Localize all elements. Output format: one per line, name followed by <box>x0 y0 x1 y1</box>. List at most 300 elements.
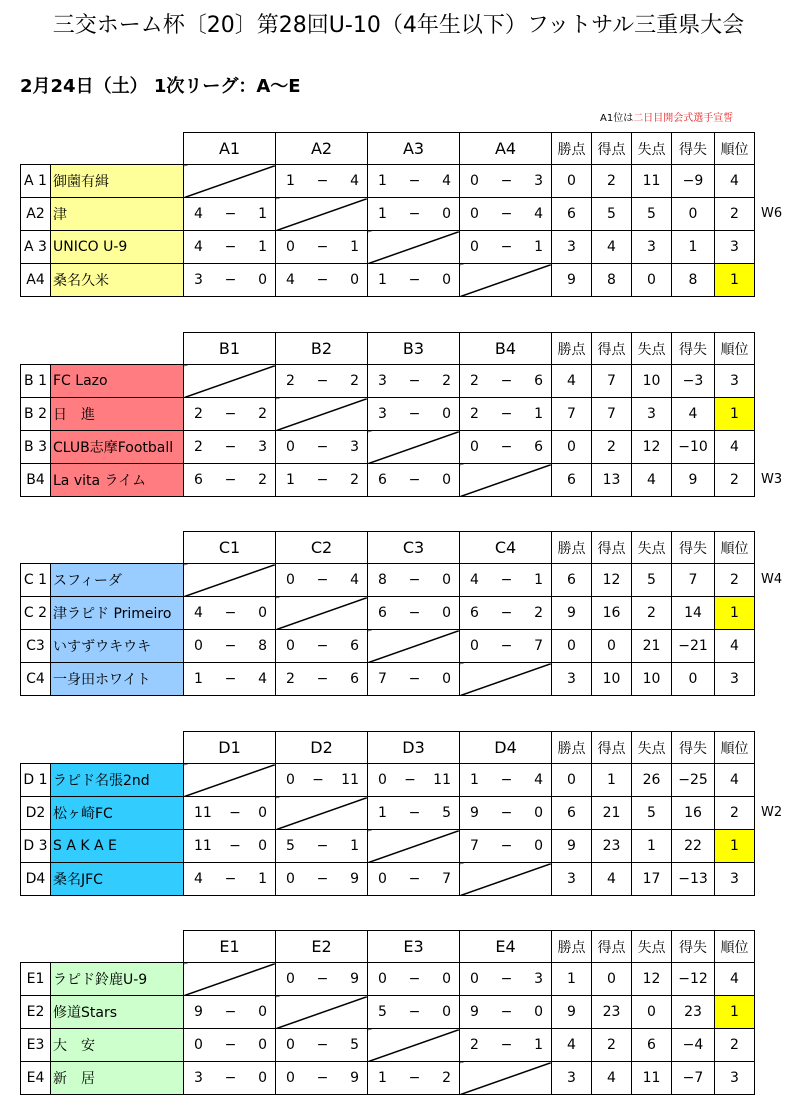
score-for: 0 <box>286 1070 295 1086</box>
match-score <box>184 630 276 663</box>
stat-header: 得点 <box>592 732 632 764</box>
team-name: 御薗有緝 <box>51 165 184 198</box>
team-row <box>21 198 755 231</box>
score-against: 1 <box>534 1037 543 1053</box>
score-dash: − <box>224 1004 237 1020</box>
score-against: 1 <box>350 838 359 854</box>
goals-for: 23 <box>592 830 632 863</box>
goal-difference: −21 <box>672 630 715 663</box>
score-dash: − <box>229 838 241 854</box>
goals-against: 17 <box>632 863 672 896</box>
score-against: 9 <box>350 871 359 887</box>
stat-header: 得失 <box>672 931 715 963</box>
team-name: スフィーダ <box>51 564 184 597</box>
score-for: 2 <box>470 1037 479 1053</box>
score-dash: − <box>316 373 329 389</box>
score-dash: − <box>316 439 329 455</box>
score-for: 4 <box>194 239 203 255</box>
team-name: S A K A E <box>51 830 184 863</box>
score-dash: − <box>500 1037 513 1053</box>
score-against: 0 <box>534 805 543 821</box>
stat-header: 勝点 <box>552 333 592 365</box>
match-score <box>368 996 460 1029</box>
match-score <box>460 165 552 198</box>
goal-difference: −13 <box>672 863 715 896</box>
goals-against: 3 <box>632 398 672 431</box>
match-score <box>184 264 276 297</box>
self-match-cell <box>276 597 368 630</box>
goal-difference: −12 <box>672 963 715 996</box>
score-against: 2 <box>258 406 267 422</box>
score-dash: − <box>224 605 237 621</box>
points: 1 <box>552 963 592 996</box>
match-score <box>460 830 552 863</box>
goal-difference: 22 <box>672 830 715 863</box>
self-match-cell <box>368 630 460 663</box>
score-dash: − <box>316 871 329 887</box>
goals-against: 10 <box>632 663 672 696</box>
team-id: C4 <box>21 663 51 696</box>
goal-difference: 9 <box>672 464 715 497</box>
stat-header: 順位 <box>715 732 755 764</box>
score-dash: − <box>404 772 416 788</box>
goals-against: 0 <box>632 996 672 1029</box>
team-row <box>21 165 755 198</box>
score-against: 4 <box>350 572 359 588</box>
rank: 3 <box>715 663 755 696</box>
goals-for: 2 <box>592 165 632 198</box>
score-dash: − <box>229 805 241 821</box>
team-id: A 1 <box>21 165 51 198</box>
score-against: 0 <box>442 971 451 987</box>
group-table-b <box>20 332 755 497</box>
rank: 2 <box>715 198 755 231</box>
match-score <box>368 464 460 497</box>
score-against: 2 <box>258 472 267 488</box>
team-name: 大 安 <box>51 1029 184 1062</box>
team-id: D2 <box>21 797 51 830</box>
score-dash: − <box>408 671 421 687</box>
score-for: 2 <box>470 406 479 422</box>
team-name: 日 進 <box>51 398 184 431</box>
points: 6 <box>552 464 592 497</box>
stat-header: 勝点 <box>552 133 592 165</box>
stat-header: 得失 <box>672 532 715 564</box>
team-row <box>21 398 755 431</box>
rank: 1 <box>715 264 755 297</box>
score-for: 7 <box>470 838 479 854</box>
team-row <box>21 630 755 663</box>
team-row <box>21 963 755 996</box>
stat-header: 失点 <box>632 133 672 165</box>
score-against: 11 <box>341 772 359 788</box>
stat-header: 得点 <box>592 532 632 564</box>
team-id: B 3 <box>21 431 51 464</box>
match-score <box>276 431 368 464</box>
goal-difference: 14 <box>672 597 715 630</box>
match-score <box>184 1062 276 1095</box>
points: 3 <box>552 1062 592 1095</box>
column-header: E3 <box>368 931 460 963</box>
score-for: 0 <box>470 173 479 189</box>
score-for: 9 <box>194 1004 203 1020</box>
score-dash: − <box>224 272 237 288</box>
team-row <box>21 597 755 630</box>
score-for: 0 <box>286 239 295 255</box>
column-header: C4 <box>460 532 552 564</box>
match-score <box>460 564 552 597</box>
match-score <box>368 264 460 297</box>
corner-cell <box>21 333 184 365</box>
match-score <box>368 365 460 398</box>
score-dash: − <box>500 971 513 987</box>
column-header: D4 <box>460 732 552 764</box>
points: 9 <box>552 996 592 1029</box>
goals-against: 1 <box>632 830 672 863</box>
score-for: 1 <box>378 173 387 189</box>
score-against: 1 <box>258 239 267 255</box>
team-name: FC Lazo <box>51 365 184 398</box>
team-row <box>21 365 755 398</box>
score-against: 1 <box>258 206 267 222</box>
corner-cell <box>21 732 184 764</box>
column-header: D3 <box>368 732 460 764</box>
score-against: 0 <box>442 572 451 588</box>
score-for: 3 <box>378 373 387 389</box>
score-for: 0 <box>286 772 295 788</box>
column-header: B4 <box>460 333 552 365</box>
team-id: B4 <box>21 464 51 497</box>
score-against: 9 <box>350 971 359 987</box>
goals-against: 12 <box>632 431 672 464</box>
match-score <box>184 231 276 264</box>
score-for: 1 <box>378 805 387 821</box>
goals-for: 16 <box>592 597 632 630</box>
score-against: 2 <box>442 373 451 389</box>
score-for: 1 <box>286 173 295 189</box>
team-name: 松ヶ崎FC <box>51 797 184 830</box>
match-score <box>460 764 552 797</box>
score-dash: − <box>500 373 513 389</box>
self-match-cell <box>460 663 552 696</box>
team-row <box>21 1029 755 1062</box>
score-dash: − <box>224 671 237 687</box>
score-dash: − <box>408 173 421 189</box>
score-for: 1 <box>378 1070 387 1086</box>
points: 0 <box>552 431 592 464</box>
team-id: D4 <box>21 863 51 896</box>
score-dash: − <box>500 572 513 588</box>
goals-against: 5 <box>632 198 672 231</box>
score-dash: − <box>316 272 329 288</box>
match-score <box>184 398 276 431</box>
score-dash: − <box>500 206 513 222</box>
score-dash: − <box>224 1070 237 1086</box>
score-for: 0 <box>194 1037 203 1053</box>
team-name: 津ラピド Primeiro <box>51 597 184 630</box>
match-score <box>460 1029 552 1062</box>
score-against: 4 <box>534 772 543 788</box>
score-dash: − <box>408 1004 421 1020</box>
points: 0 <box>552 764 592 797</box>
column-header: A3 <box>368 133 460 165</box>
score-for: 2 <box>286 671 295 687</box>
column-header: D2 <box>276 732 368 764</box>
score-for: 8 <box>378 572 387 588</box>
score-against: 2 <box>442 1070 451 1086</box>
score-for: 1 <box>378 206 387 222</box>
score-against: 6 <box>534 373 543 389</box>
score-dash: − <box>316 472 329 488</box>
column-header: B2 <box>276 333 368 365</box>
header-row <box>21 931 755 963</box>
goals-against: 0 <box>632 264 672 297</box>
rank: 2 <box>715 1029 755 1062</box>
self-match-cell <box>460 264 552 297</box>
rank: 1 <box>715 830 755 863</box>
score-dash: − <box>316 239 329 255</box>
match-score <box>184 597 276 630</box>
score-against: 6 <box>534 439 543 455</box>
score-for: 5 <box>286 838 295 854</box>
goal-difference: −4 <box>672 1029 715 1062</box>
rank: 2 <box>715 564 755 597</box>
score-against: 0 <box>258 605 267 621</box>
score-for: 1 <box>286 472 295 488</box>
self-match-cell <box>368 1029 460 1062</box>
qualifier-mark: W4 <box>761 572 783 587</box>
goals-for: 4 <box>592 863 632 896</box>
goals-against: 2 <box>632 597 672 630</box>
team-id: A4 <box>21 264 51 297</box>
score-dash: − <box>408 472 421 488</box>
goals-against: 3 <box>632 231 672 264</box>
goals-for: 7 <box>592 398 632 431</box>
goals-for: 1 <box>592 764 632 797</box>
score-for: 0 <box>286 971 295 987</box>
match-score <box>276 464 368 497</box>
score-for: 2 <box>194 406 203 422</box>
score-dash: − <box>408 805 421 821</box>
goals-for: 12 <box>592 564 632 597</box>
score-for: 5 <box>378 1004 387 1020</box>
match-score <box>276 863 368 896</box>
goals-for: 13 <box>592 464 632 497</box>
stat-header: 順位 <box>715 532 755 564</box>
header-row <box>21 133 755 165</box>
team-name: ラピド鈴鹿U-9 <box>51 963 184 996</box>
team-row <box>21 764 755 797</box>
score-for: 0 <box>286 572 295 588</box>
self-match-cell <box>184 165 276 198</box>
score-against: 1 <box>534 406 543 422</box>
match-score <box>276 165 368 198</box>
match-score <box>184 464 276 497</box>
team-row <box>21 231 755 264</box>
match-score <box>276 764 368 797</box>
score-for: 9 <box>470 805 479 821</box>
score-for: 0 <box>286 638 295 654</box>
score-against: 3 <box>258 439 267 455</box>
goals-against: 5 <box>632 564 672 597</box>
score-dash: − <box>408 971 421 987</box>
score-against: 6 <box>350 671 359 687</box>
score-dash: − <box>408 206 421 222</box>
match-score <box>276 365 368 398</box>
rank: 4 <box>715 630 755 663</box>
match-score <box>184 198 276 231</box>
match-score <box>368 198 460 231</box>
column-header: C3 <box>368 532 460 564</box>
score-against: 0 <box>442 406 451 422</box>
score-for: 0 <box>470 638 479 654</box>
score-against: 3 <box>534 173 543 189</box>
points: 6 <box>552 198 592 231</box>
goals-against: 5 <box>632 797 672 830</box>
score-dash: − <box>316 1070 329 1086</box>
team-id: D 3 <box>21 830 51 863</box>
goal-difference: −10 <box>672 431 715 464</box>
points: 9 <box>552 830 592 863</box>
stat-header: 順位 <box>715 133 755 165</box>
team-name: 桑名JFC <box>51 863 184 896</box>
score-dash: − <box>316 671 329 687</box>
rank: 1 <box>715 398 755 431</box>
score-for: 0 <box>378 971 387 987</box>
points: 3 <box>552 863 592 896</box>
score-dash: − <box>224 206 237 222</box>
score-for: 2 <box>470 373 479 389</box>
score-dash: − <box>500 1004 513 1020</box>
team-name: いすずウキウキ <box>51 630 184 663</box>
group-table-c <box>20 531 755 696</box>
points: 9 <box>552 264 592 297</box>
score-dash: − <box>224 871 237 887</box>
goal-difference: 0 <box>672 198 715 231</box>
score-for: 11 <box>194 805 212 821</box>
team-row <box>21 1062 755 1095</box>
score-dash: − <box>316 1037 329 1053</box>
score-dash: − <box>408 605 421 621</box>
self-match-cell <box>460 464 552 497</box>
score-for: 7 <box>378 671 387 687</box>
score-dash: − <box>408 572 421 588</box>
score-for: 0 <box>286 1037 295 1053</box>
rank: 2 <box>715 797 755 830</box>
self-match-cell <box>276 996 368 1029</box>
score-for: 4 <box>194 605 203 621</box>
goals-against: 4 <box>632 464 672 497</box>
team-name: 津 <box>51 198 184 231</box>
score-dash: − <box>224 406 237 422</box>
team-name: 桑名久米 <box>51 264 184 297</box>
match-score <box>184 863 276 896</box>
stat-header: 失点 <box>632 333 672 365</box>
score-dash: − <box>500 772 513 788</box>
goals-for: 8 <box>592 264 632 297</box>
goals-for: 4 <box>592 231 632 264</box>
match-score <box>184 830 276 863</box>
points: 0 <box>552 165 592 198</box>
score-against: 7 <box>442 871 451 887</box>
match-score <box>460 365 552 398</box>
match-score <box>276 564 368 597</box>
goals-for: 10 <box>592 663 632 696</box>
self-match-cell <box>368 830 460 863</box>
header-row <box>21 333 755 365</box>
group-table-e <box>20 930 755 1095</box>
column-header: D1 <box>184 732 276 764</box>
score-against: 0 <box>442 605 451 621</box>
column-header: A4 <box>460 133 552 165</box>
score-dash: − <box>224 239 237 255</box>
points: 6 <box>552 564 592 597</box>
stat-header: 勝点 <box>552 732 592 764</box>
column-header: A1 <box>184 133 276 165</box>
column-header: B3 <box>368 333 460 365</box>
match-score <box>460 996 552 1029</box>
score-for: 9 <box>470 1004 479 1020</box>
score-dash: − <box>316 572 329 588</box>
match-score <box>276 963 368 996</box>
match-score <box>368 1062 460 1095</box>
team-name: 新 居 <box>51 1062 184 1095</box>
match-score <box>184 663 276 696</box>
match-score <box>184 797 276 830</box>
score-for: 0 <box>194 638 203 654</box>
column-header: E4 <box>460 931 552 963</box>
points: 3 <box>552 231 592 264</box>
score-against: 0 <box>442 472 451 488</box>
team-id: E4 <box>21 1062 51 1095</box>
score-for: 3 <box>378 406 387 422</box>
self-match-cell <box>368 431 460 464</box>
score-against: 11 <box>433 772 451 788</box>
team-id: A 3 <box>21 231 51 264</box>
corner-cell <box>21 931 184 963</box>
team-id: C3 <box>21 630 51 663</box>
score-dash: − <box>500 805 513 821</box>
match-score <box>276 264 368 297</box>
stat-header: 得点 <box>592 133 632 165</box>
team-row <box>21 564 755 597</box>
goals-for: 5 <box>592 198 632 231</box>
match-score <box>368 564 460 597</box>
team-row <box>21 797 755 830</box>
rank: 3 <box>715 231 755 264</box>
stat-header: 失点 <box>632 532 672 564</box>
score-for: 0 <box>470 206 479 222</box>
score-dash: − <box>316 971 329 987</box>
match-score <box>460 630 552 663</box>
score-for: 1 <box>470 772 479 788</box>
rank: 4 <box>715 764 755 797</box>
match-score <box>460 431 552 464</box>
self-match-cell <box>184 963 276 996</box>
stat-header: 得失 <box>672 732 715 764</box>
score-dash: − <box>408 373 421 389</box>
rank: 3 <box>715 863 755 896</box>
self-match-cell <box>276 198 368 231</box>
match-score <box>184 1029 276 1062</box>
score-against: 0 <box>442 1004 451 1020</box>
score-for: 0 <box>378 871 387 887</box>
score-dash: − <box>500 638 513 654</box>
column-header: E1 <box>184 931 276 963</box>
score-dash: − <box>408 871 421 887</box>
match-score <box>276 663 368 696</box>
score-dash: − <box>408 1070 421 1086</box>
